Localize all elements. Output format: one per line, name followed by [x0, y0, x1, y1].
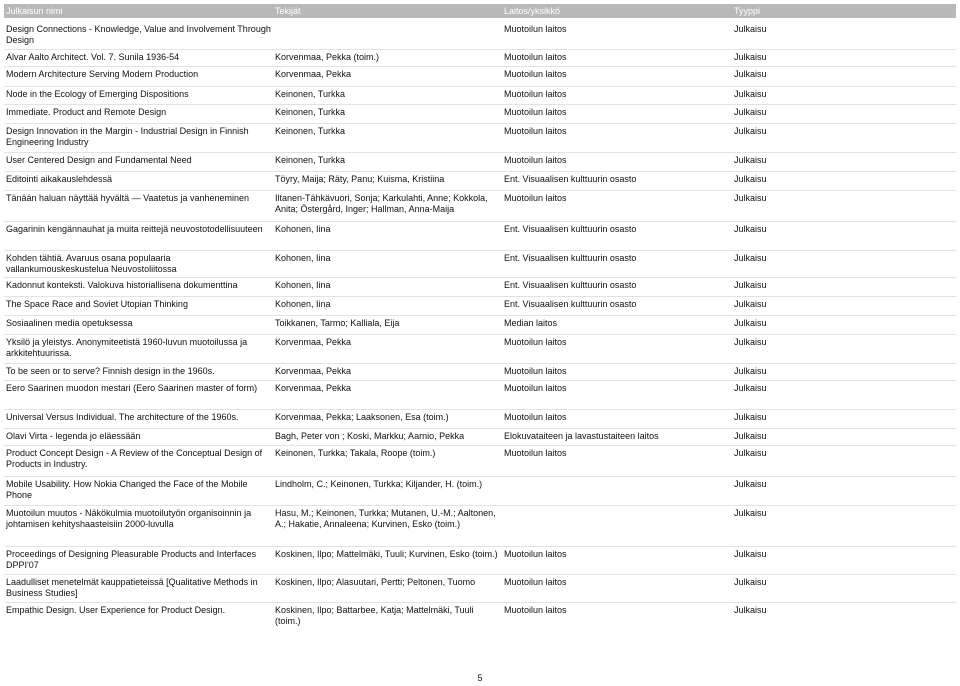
cell-authors: Töyry, Maija; Räty, Panu; Kuisma, Kristiina	[275, 174, 445, 184]
row-divider	[4, 546, 956, 547]
row-divider	[4, 380, 956, 381]
cell-unit: Ent. Visuaalisen kulttuurin osasto	[504, 280, 637, 290]
cell-title: Muotoilun muutos - Näkökulmia muotoilutyön organisoinnin ja johtamisen kehityshaasteisiin 2000-luvulla	[6, 508, 252, 529]
cell-type: Julkaisu	[734, 193, 767, 203]
cell-authors: Toikkanen, Tarmo; Kalliala, Eija	[275, 318, 400, 328]
cell-type: Julkaisu	[734, 318, 767, 328]
row-divider	[4, 123, 956, 124]
header-authors: Tekijät	[275, 6, 301, 16]
row-divider	[4, 409, 956, 410]
cell-title: Empathic Design. User Experience for Product Design.	[6, 605, 226, 615]
cell-authors: Keinonen, Turkka	[275, 107, 346, 117]
row-divider	[4, 428, 956, 429]
row-divider	[4, 104, 956, 105]
cell-unit: Muotoilun laitos	[504, 155, 567, 165]
cell-type: Julkaisu	[734, 126, 767, 136]
row-divider	[4, 49, 956, 50]
row-divider	[4, 363, 956, 364]
cell-title: The Space Race and Soviet Utopian Thinking	[6, 299, 188, 309]
cell-unit: Muotoilun laitos	[504, 126, 567, 136]
row-divider	[4, 445, 956, 446]
cell-unit: Muotoilun laitos	[504, 89, 567, 99]
cell-authors: Kohonen, Iina	[275, 253, 331, 263]
row-divider	[4, 476, 956, 477]
cell-title: Sosiaalinen media opetuksessa	[6, 318, 133, 328]
cell-title: Mobile Usability. How Nokia Changed the Face of the Mobile Phone	[6, 479, 248, 500]
cell-title: Design Innovation in the Margin - Industrial Design in Finnish Engineering Industry	[6, 126, 249, 147]
cell-type: Julkaisu	[734, 89, 767, 99]
cell-authors: Korvenmaa, Pekka (toim.)	[275, 52, 380, 62]
cell-authors: Iltanen-Tähkävuori, Sonja; Karkulahti, Anne; Kokkola, Anita; Östergård, Inger; Hallman, Anna-Maija	[275, 193, 488, 214]
row-divider	[4, 171, 956, 172]
cell-unit: Muotoilun laitos	[504, 24, 567, 34]
cell-authors: Hasu, M.; Keinonen, Turkka; Mutanen, U.-M.; Aaltonen, A.; Hakatie, Annaleena; Kurvinen, Esko (toim.)	[275, 508, 496, 529]
cell-title: Product Concept Design - A Review of the Conceptual Design of Products in Industry.	[6, 448, 263, 469]
cell-title: Design Connections - Knowledge, Value and Involvement Through Design	[6, 24, 271, 45]
cell-type: Julkaisu	[734, 253, 767, 263]
cell-unit: Ent. Visuaalisen kulttuurin osasto	[504, 174, 637, 184]
row-divider	[4, 152, 956, 153]
row-divider	[4, 221, 956, 222]
cell-type: Julkaisu	[734, 479, 767, 489]
cell-type: Julkaisu	[734, 448, 767, 458]
cell-authors: Kohonen, Iina	[275, 224, 331, 234]
cell-title: Yksilö ja yleistys. Anonymiteetistä 1960-luvun muotoilussa ja arkkitehtuurissa.	[6, 337, 248, 358]
cell-type: Julkaisu	[734, 508, 767, 518]
cell-unit: Muotoilun laitos	[504, 577, 567, 587]
row-divider	[4, 315, 956, 316]
row-divider	[4, 250, 956, 251]
cell-authors: Koskinen, Ilpo; Alasuutari, Pertti; Peltonen, Tuomo	[275, 577, 476, 587]
row-divider	[4, 334, 956, 335]
cell-title: User Centered Design and Fundamental Need	[6, 155, 192, 165]
cell-type: Julkaisu	[734, 280, 767, 290]
cell-unit: Muotoilun laitos	[504, 448, 567, 458]
cell-unit: Elokuvataiteen ja lavastustaiteen laitos	[504, 431, 659, 441]
cell-authors: Korvenmaa, Pekka	[275, 366, 352, 376]
row-divider	[4, 296, 956, 297]
row-divider	[4, 66, 956, 67]
cell-title: Kadonnut konteksti. Valokuva historiallisena dokumenttina	[6, 280, 238, 290]
cell-authors: Keinonen, Turkka	[275, 89, 346, 99]
cell-title: Immediate. Product and Remote Design	[6, 107, 167, 117]
cell-unit: Median laitos	[504, 318, 558, 328]
cell-title: Editointi aikakauslehdessä	[6, 174, 113, 184]
header-type: Tyyppi	[734, 6, 761, 16]
row-divider	[4, 86, 956, 87]
cell-title: Universal Versus Individual. The architecture of the 1960s.	[6, 412, 239, 422]
row-divider	[4, 190, 956, 191]
cell-unit: Muotoilun laitos	[504, 52, 567, 62]
cell-title: To be seen or to serve? Finnish design in the 1960s.	[6, 366, 215, 376]
cell-type: Julkaisu	[734, 52, 767, 62]
page-number: 5	[477, 673, 483, 683]
cell-type: Julkaisu	[734, 549, 767, 559]
cell-title: Eero Saarinen muodon mestari (Eero Saarinen master of form)	[6, 383, 258, 393]
table-header	[4, 4, 956, 18]
header-title: Julkaisun nimi	[6, 6, 63, 16]
cell-unit: Muotoilun laitos	[504, 107, 567, 117]
cell-title: Laadulliset menetelmät kauppatieteissä [Qualitative Methods in Business Studies]	[6, 577, 258, 598]
row-divider	[4, 602, 956, 603]
cell-title: Olavi Virta - legenda jo eläessään	[6, 431, 141, 441]
cell-type: Julkaisu	[734, 174, 767, 184]
cell-unit: Ent. Visuaalisen kulttuurin osasto	[504, 253, 637, 263]
cell-authors: Keinonen, Turkka	[275, 126, 346, 136]
cell-authors: Korvenmaa, Pekka	[275, 383, 352, 393]
cell-title: Gagarinin kengännauhat ja muita reittejä neuvostotodellisuuteen	[6, 224, 263, 234]
cell-authors: Korvenmaa, Pekka; Laaksonen, Esa (toim.)	[275, 412, 449, 422]
cell-authors: Lindholm, C.; Keinonen, Turkka; Kiljander, H. (toim.)	[275, 479, 483, 489]
cell-unit: Muotoilun laitos	[504, 337, 567, 347]
cell-type: Julkaisu	[734, 366, 767, 376]
cell-type: Julkaisu	[734, 155, 767, 165]
cell-authors: Keinonen, Turkka; Takala, Roope (toim.)	[275, 448, 436, 458]
cell-authors: Koskinen, Ilpo; Mattelmäki, Tuuli; Kurvinen, Esko (toim.)	[275, 549, 498, 559]
cell-type: Julkaisu	[734, 605, 767, 615]
cell-type: Julkaisu	[734, 431, 767, 441]
row-divider	[4, 574, 956, 575]
cell-type: Julkaisu	[734, 24, 767, 34]
cell-unit: Muotoilun laitos	[504, 193, 567, 203]
cell-unit: Muotoilun laitos	[504, 549, 567, 559]
cell-unit: Muotoilun laitos	[504, 383, 567, 393]
cell-unit: Muotoilun laitos	[504, 605, 567, 615]
cell-unit: Muotoilun laitos	[504, 412, 567, 422]
row-divider	[4, 505, 956, 506]
cell-authors: Koskinen, Ilpo; Battarbee, Katja; Mattelmäki, Tuuli (toim.)	[275, 605, 474, 626]
cell-type: Julkaisu	[734, 107, 767, 117]
header-unit: Laitos/yksikkö	[504, 6, 561, 16]
cell-authors: Kohonen, Iina	[275, 299, 331, 309]
cell-type: Julkaisu	[734, 412, 767, 422]
cell-type: Julkaisu	[734, 299, 767, 309]
cell-unit: Ent. Visuaalisen kulttuurin osasto	[504, 299, 637, 309]
cell-title: Kohden tähtiä. Avaruus osana populaaria vallankumouskeskustelua Neuvostoliitossa	[6, 253, 177, 274]
cell-type: Julkaisu	[734, 69, 767, 79]
cell-title: Modern Architecture Serving Modern Production	[6, 69, 199, 79]
cell-type: Julkaisu	[734, 577, 767, 587]
cell-authors: Kohonen, Iina	[275, 280, 331, 290]
cell-unit: Ent. Visuaalisen kulttuurin osasto	[504, 224, 637, 234]
cell-type: Julkaisu	[734, 337, 767, 347]
cell-title: Node in the Ecology of Emerging Dispositions	[6, 89, 189, 99]
cell-authors: Bagh, Peter von ; Koski, Markku; Aarnio, Pekka	[275, 431, 465, 441]
cell-title: Tänään haluan näyttää hyvältä — Vaatetus ja vanheneminen	[6, 193, 249, 203]
row-divider	[4, 277, 956, 278]
cell-unit: Muotoilun laitos	[504, 69, 567, 79]
cell-authors: Korvenmaa, Pekka	[275, 337, 352, 347]
cell-title: Proceedings of Designing Pleasurable Products and Interfaces DPPI'07	[6, 549, 257, 570]
cell-title: Alvar Aalto Architect. Vol. 7. Sunila 1936-54	[6, 52, 180, 62]
cell-type: Julkaisu	[734, 224, 767, 234]
cell-unit: Muotoilun laitos	[504, 366, 567, 376]
cell-type: Julkaisu	[734, 383, 767, 393]
cell-authors: Keinonen, Turkka	[275, 155, 346, 165]
cell-authors: Korvenmaa, Pekka	[275, 69, 352, 79]
